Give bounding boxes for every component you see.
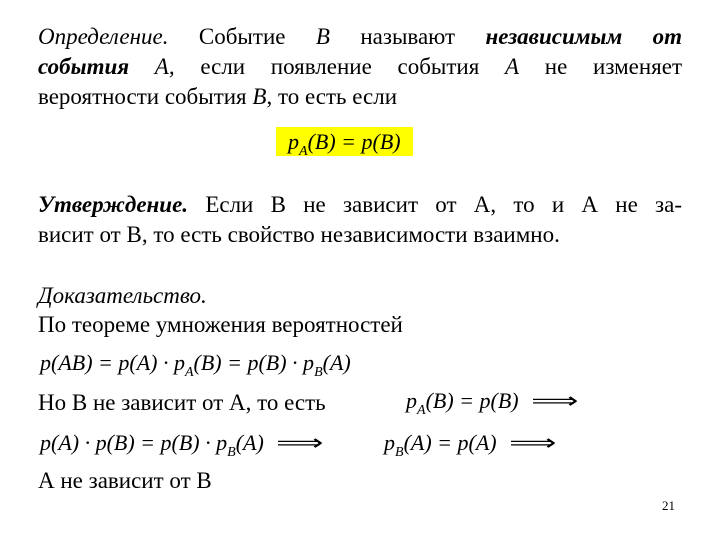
definition-paragraph: [38, 22, 682, 112]
formula-subscript: A: [299, 144, 308, 159]
eq4-p: p: [384, 430, 395, 455]
proof-equation-4: [384, 430, 557, 466]
event-a: А: [505, 54, 520, 79]
eq3-part: (A): [235, 430, 264, 455]
proof-equation-1: [40, 350, 351, 386]
eq1-subscript: B: [314, 365, 323, 380]
formula-body: (B) = p(B): [307, 129, 401, 154]
definition-line-3: [38, 82, 682, 112]
eq2-p: p: [406, 388, 417, 413]
proof-label: [38, 281, 207, 311]
event-b: В: [252, 84, 267, 109]
eq1-part: p(AB) = p(A) · p: [40, 350, 185, 375]
proof-intro: По теореме умножения вероятностей: [38, 312, 403, 337]
eq1-part: (B) = p(B) · p: [193, 350, 315, 375]
statement-line-1: [38, 190, 682, 220]
proof-conclusion: А не зависит от В: [38, 468, 212, 493]
event-b: B: [315, 24, 330, 49]
implies-arrow-icon: ⟹: [508, 431, 557, 456]
eq1-subscript: A: [184, 365, 194, 380]
definition-text: если появление события: [174, 54, 506, 79]
proof-equation-2: [406, 388, 579, 424]
definition-text: Событие: [168, 24, 316, 49]
definition-formula: [276, 129, 413, 165]
statement-line-2: висит от В, то есть свойство независимости взаимно.: [38, 222, 560, 247]
eq4-subscript: B: [395, 445, 404, 460]
definition-label: Определение.: [38, 24, 169, 49]
formula-p: p: [288, 129, 299, 154]
statement-label: Утверждение.: [38, 192, 189, 217]
proof-but-line: Но В не зависит от А, то есть: [38, 390, 326, 415]
definition-text: , то есть если: [266, 84, 398, 109]
eq3-part: p(A) · p(B) = p(B) · p: [40, 430, 228, 455]
implies-arrow-icon: ⟹: [275, 431, 324, 456]
definition-line-2: [38, 52, 682, 82]
statement-text: Если В не зависит от А, то и А не за-: [188, 192, 682, 217]
proof-label-text: Доказательство.: [38, 283, 207, 308]
statement-paragraph: [38, 190, 682, 250]
definition-text: называют: [329, 24, 486, 49]
proof-equation-3: [40, 430, 324, 466]
definition-text: не изменяет: [519, 54, 682, 79]
formula-highlight: [276, 127, 413, 159]
eq2-body: (B) = p(B): [425, 388, 519, 413]
definition-text: вероятности события: [38, 84, 253, 109]
eq1-part: (A): [322, 350, 351, 375]
event-a: А,: [129, 54, 175, 79]
implies-arrow-icon: ⟹: [530, 389, 579, 414]
eq4-body: (A) = p(A): [403, 430, 497, 455]
definition-term: независимым от: [485, 24, 682, 49]
page-number: 21: [662, 498, 675, 513]
definition-term: события: [38, 54, 130, 79]
definition-line-1: [38, 22, 682, 52]
eq3-subscript: B: [227, 445, 236, 460]
eq2-subscript: A: [417, 403, 426, 418]
